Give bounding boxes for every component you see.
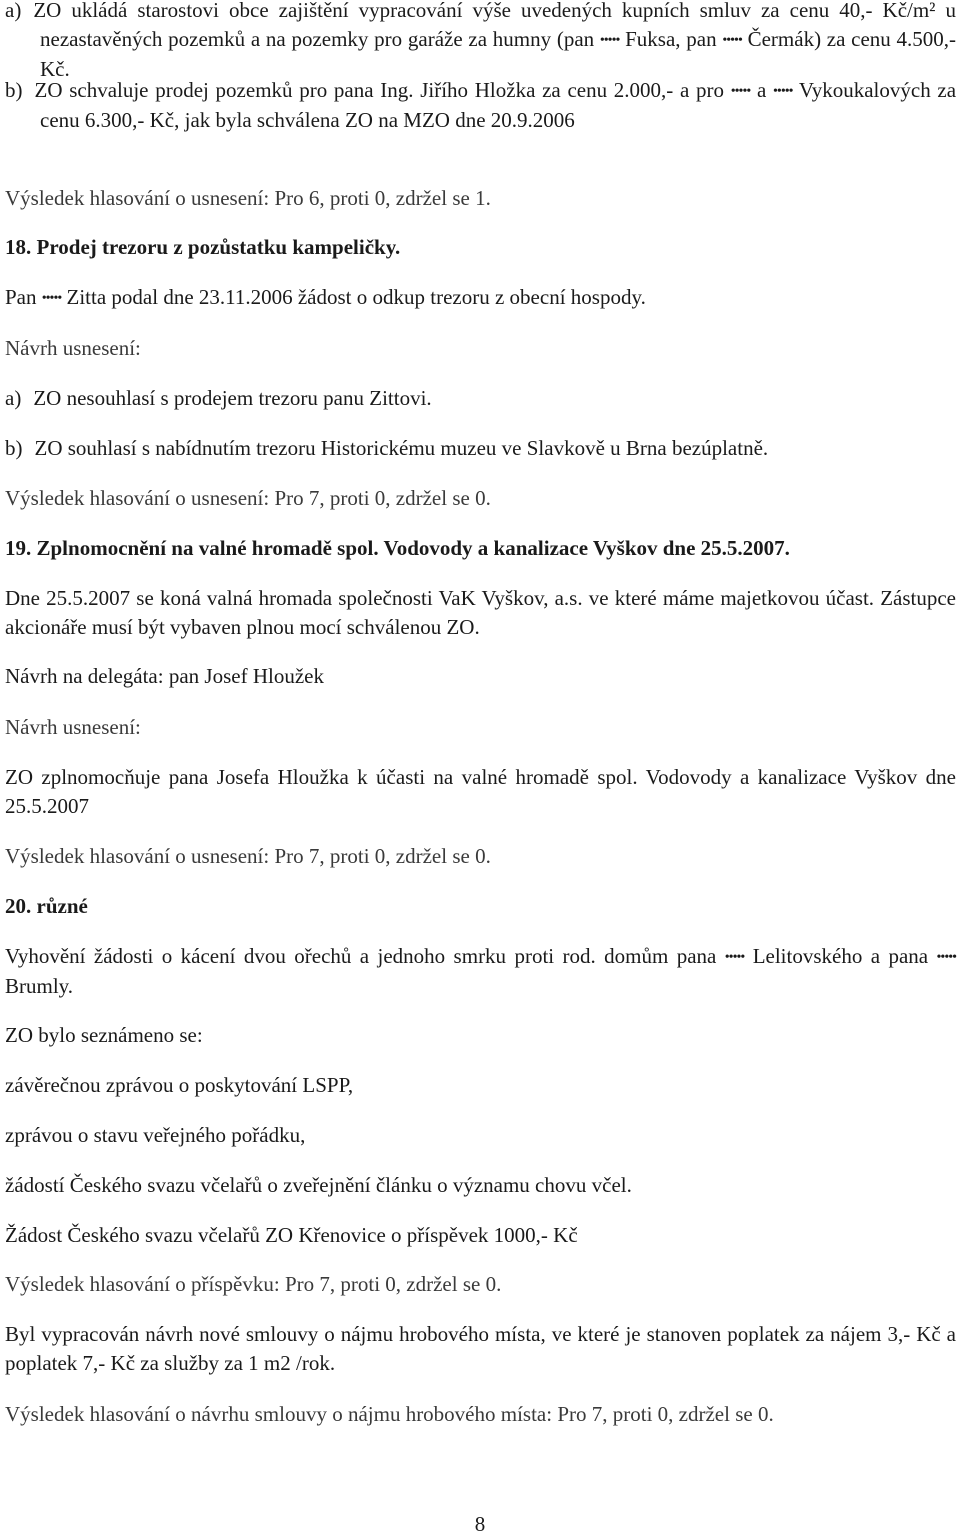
option-b-text: ZO souhlasí s nabídnutím trezoru Historickému muzeu ve Slavkově u Brna bezúplatně. bbox=[34, 436, 769, 460]
section-18-request-pre: Pan bbox=[5, 285, 37, 309]
option-a-text: ZO nesouhlasí s prodejem trezoru panu Zittovi. bbox=[33, 386, 432, 410]
section-20-grave-lease-text: Byl vypracován návrh nové smlouvy o nájmu hrobového místa, ve které je stanoven poplatek za nájem 3,- Kč a poplatek 7,- Kč za služby za 1 m2 /rok. bbox=[5, 1322, 956, 1375]
item-a-text-3: Čermák) za cenu 4.500,- Kč. bbox=[40, 27, 957, 81]
section-19-heading: 19. Zplnomocnění na valné hromadě spol. Vodovody a kanalizace Vyškov dne 25.5.2007. bbox=[5, 536, 790, 560]
section-18-option-b bbox=[5, 434, 956, 463]
section-20-heading: 20. různé bbox=[5, 894, 88, 918]
felling-text-1: Vyhovění žádosti o kácení dvou ořechů a jednoho smrku proti rod. domům pana bbox=[5, 944, 717, 968]
redacted-name-mark: ••••• bbox=[599, 33, 620, 48]
vote-result-17: Výsledek hlasování o usnesení: Pro 6, proti 0, zdržel se 1. bbox=[5, 186, 491, 210]
section-19-resolution: ZO zplnomocňuje pana Josefa Hloužka k účasti na valné hromadě spol. Vodovody a kanalizace Vyškov dne 25.5.2007 bbox=[5, 765, 956, 818]
felling-text-2: Lelitovského a pana bbox=[752, 944, 929, 968]
section-20-contribution-request: Žádost Českého svazu včelařů ZO Křenovice o příspěvek 1000,- Kč bbox=[5, 1223, 578, 1247]
section-18-option-a bbox=[5, 384, 956, 413]
section-19-vote-result: Výsledek hlasování o usnesení: Pro 7, proti 0, zdržel se 0. bbox=[5, 844, 491, 868]
section-19-delegate: Návrh na delegáta: pan Josef Hloužek bbox=[5, 664, 324, 688]
option-a-marker: a) bbox=[5, 386, 22, 410]
section-20-contribution-vote: Výsledek hlasování o příspěvku: Pro 7, proti 0, zdržel se 0. bbox=[5, 1272, 502, 1296]
item-a-text-1: ZO ukládá starostovi obce zajištění vypracování výše uvedených kupních smluv za cenu 40,- Kč/m² u nezastavěných pozemků a na pozemky pro garáže za humny (pan bbox=[33, 0, 956, 51]
section-18-vote-result: Výsledek hlasování o usnesení: Pro 7, proti 0, zdržel se 0. bbox=[5, 486, 491, 510]
section-18-request-post: Zitta podal dne 23.11.2006 žádost o odkup trezoru z obecní hospody. bbox=[66, 285, 646, 309]
felling-text-3: Brumly. bbox=[5, 974, 74, 998]
page-number: 8 bbox=[474, 1512, 486, 1536]
section-20-info-item-1: závěrečnou zprávou o poskytování LSPP, bbox=[5, 1073, 354, 1097]
redacted-name-mark: ••••• bbox=[41, 291, 62, 306]
redacted-name-mark: ••••• bbox=[730, 84, 751, 99]
section-20-informed-label: ZO bylo seznámeno se: bbox=[5, 1023, 203, 1047]
option-b-marker: b) bbox=[5, 436, 23, 460]
item-a-marker: a) bbox=[5, 0, 22, 22]
section-18-heading: 18. Prodej trezoru z pozůstatku kampeličky. bbox=[5, 235, 401, 259]
item-b-text-1: ZO schvaluje prodej pozemků pro pana Ing. Jiřího Hložka za cenu 2.000,- a pro bbox=[34, 78, 725, 102]
section-19-proposal-label: Návrh usnesení: bbox=[5, 715, 141, 739]
item-a-paragraph bbox=[5, 0, 956, 84]
item-a-text-2: Fuksa, pan bbox=[625, 27, 717, 51]
section-19-text: Dne 25.5.2007 se koná valná hromada společnosti VaK Vyškov, a.s. ve které máme majetkovou účast. Zástupce akcionáře musí být vybaven plnou mocí schválenou ZO. bbox=[5, 586, 956, 639]
redacted-name-mark: ••••• bbox=[724, 950, 745, 965]
redacted-name-mark: ••••• bbox=[722, 33, 742, 48]
item-b-text-2: a bbox=[756, 78, 767, 102]
item-b-marker: b) bbox=[5, 78, 23, 102]
redacted-name-mark: ••••• bbox=[773, 84, 793, 99]
section-20-felling-request bbox=[5, 942, 956, 1001]
section-18-proposal-label: Návrh usnesení: bbox=[5, 336, 141, 360]
item-b-paragraph bbox=[5, 76, 956, 135]
section-20-info-item-3: žádostí Českého svazu včelařů o zveřejnění článku o významu chovu včel. bbox=[5, 1173, 632, 1197]
section-18-request bbox=[5, 283, 956, 313]
document-page bbox=[5, 0, 956, 1537]
item-b-text-3: Vykoukalových za cenu 6.300,- Kč, jak byla schválena ZO na MZO dne 20.9.2006 bbox=[40, 78, 957, 132]
section-20-info-item-2: zprávou o stavu veřejného pořádku, bbox=[5, 1123, 306, 1147]
section-20-grave-lease-vote: Výsledek hlasování o návrhu smlouvy o nájmu hrobového místa: Pro 7, proti 0, zdržel se 0. bbox=[5, 1402, 774, 1426]
redacted-name-mark: ••••• bbox=[936, 950, 957, 965]
